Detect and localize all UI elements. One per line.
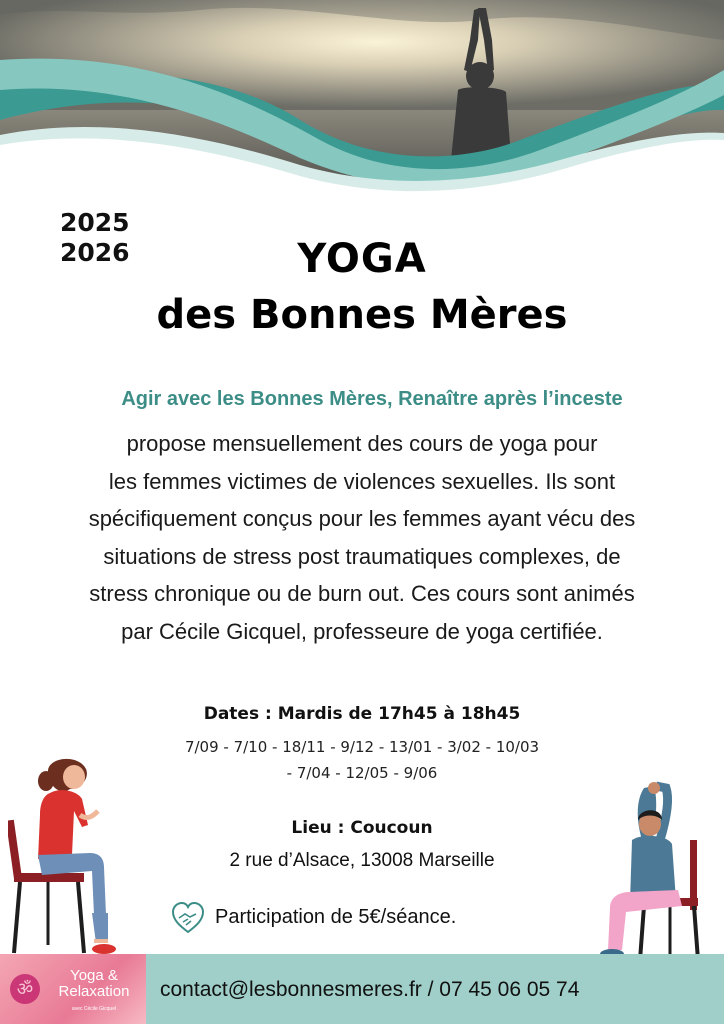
- seated-woman-illustration: [8, 755, 128, 960]
- location-heading: Lieu : Coucoun: [291, 818, 433, 838]
- location-address: 2 rue d’Alsace, 13008 Marseille: [229, 850, 495, 871]
- description-line: spécifiquement conçus pour les femmes ayant vécu des: [88, 506, 636, 531]
- participation-text: Participation de 5€/séance.: [215, 906, 457, 928]
- year-end: 2026: [60, 238, 130, 267]
- om-icon: [8, 972, 42, 1006]
- description-line: stress chronique ou de burn out. Ces cours sont animés: [89, 581, 635, 606]
- hero-banner-image: [0, 0, 724, 200]
- description-line: propose mensuellement des cours de yoga pour: [126, 431, 598, 456]
- contact-info[interactable]: contact@lesbonnesmeres.fr / 07 45 06 05 74: [160, 978, 580, 1001]
- logo-subtitle: avec Cécile Gicquel: [71, 1006, 117, 1012]
- description-line: les femmes victimes de violences sexuelles. Ils sont: [108, 468, 616, 494]
- year-start: 2025: [60, 208, 130, 237]
- description: [0, 425, 724, 650]
- dates-list-line-1: 7/09 - 7/10 - 18/11 - 9/12 - 13/01 - 3/02 - 10/03: [184, 738, 540, 756]
- title-line-2: des Bonnes Mères: [156, 292, 568, 338]
- dates-heading: Dates : Mardis de 17h45 à 18h45: [203, 704, 521, 724]
- dates-list-line-2: - 7/04 - 12/05 - 9/06: [286, 764, 438, 782]
- heart-handshake-icon: [170, 900, 206, 936]
- svg-text:ॐ: ॐ: [16, 979, 34, 1000]
- logo-title: Yoga & Relaxation: [58, 967, 130, 1000]
- title-line-1: YOGA: [297, 236, 427, 282]
- description-line: par Cécile Gicquel, professeure de yoga certifiée.: [121, 618, 603, 644]
- description-line: situations de stress post traumatiques complexes, de: [103, 543, 621, 569]
- stretching-man-illustration: [586, 780, 706, 962]
- association-name: Agir avec les Bonnes Mères, Renaître après l’inceste: [121, 388, 623, 410]
